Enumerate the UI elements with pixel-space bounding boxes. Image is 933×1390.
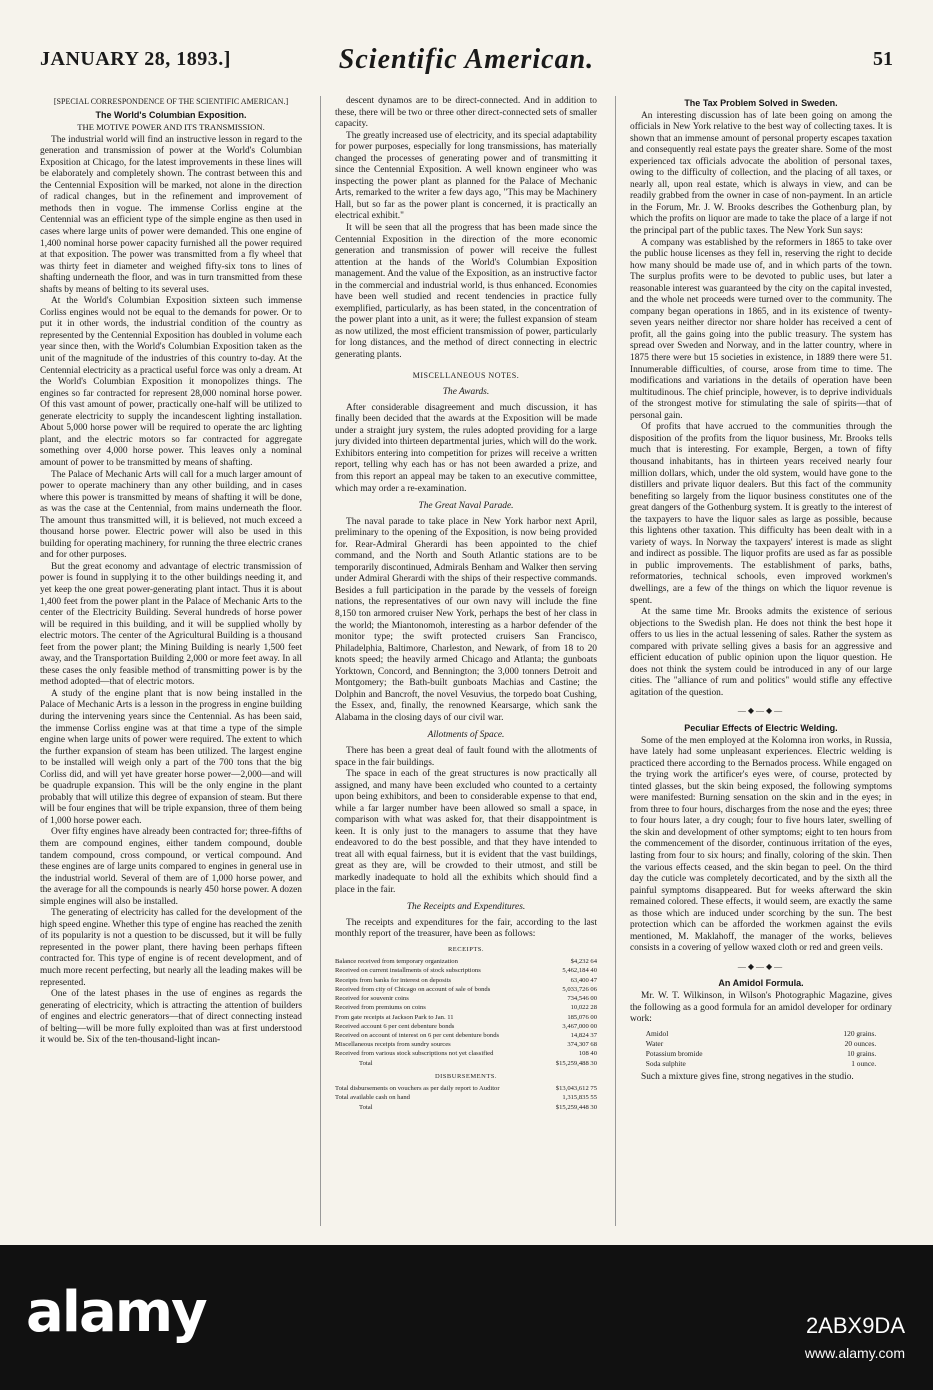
subsection-heading: Allotments of Space. <box>427 730 505 741</box>
image-id: 2ABX9DA <box>805 1313 905 1338</box>
table-row <box>335 976 597 985</box>
ornament-divider: —◆—◆— <box>737 961 785 971</box>
paragraph: The receipts and expenditures for the fair, according to the last monthly report of the treasurer, have been as follows: <box>335 917 597 940</box>
table-row <box>335 1013 597 1022</box>
paragraph: Of profits that have accrued to the communities through the disposition of the profits from the liquor business, Mr. Brooks tells much that is interesting. For example, Bergen, a town of fifty thousand inhabitants, has in thirteen years received nearly four million dollars, which, under the old system, would have gone to the distillers and private liquor dealers. But this fact of the community benefiting so largely from the liquor business constitutes one of the great dangers of the Gothenburg system. It is greatly to the interest of the taxpayers to have the liquor sales as large as possible, because this lightens other taxation. This difficulty has been dealt with in a variety of ways. In Norway the taxpayers' interest is made as slight and indirect as possible. The liquor profits are used as far as possible in public improvements. The establishment of parks, baths, reformatories, technical schools, even improved workmen's dwellings, are a few of the things on which the liquor revenue is spent. <box>630 422 892 606</box>
paragraph: Such a mixture gives fine, strong negatives in the studio. <box>641 1071 854 1082</box>
table-row <box>335 1031 597 1040</box>
total-amount: $15,259,448 30 <box>555 1103 597 1111</box>
watermark-url: www.alamy.com <box>804 1345 905 1361</box>
total-label: Total <box>359 1059 373 1067</box>
paragraph: The generating of electricity has called for the development of the high speed engine. Whether this type of engine has reached the zenith of its popularity is not a question to be discussed, but it will be fully represented in the power plant, there having been perhaps fifteen contracted for. This type of engine is of recent development, and of much more recent perfecting, but nearly all the leading makes will be represented. <box>40 908 302 988</box>
entry-amount: 3,467,000 00 <box>562 1022 597 1030</box>
article-headline: An Amidol Formula. <box>718 978 804 989</box>
issue-date: JANUARY 28, 1893.] <box>40 48 231 70</box>
paragraph: At the same time Mr. Brooks admits the existence of serious objections to the Swedish plan. He does not think the best hope it offers to us lies in the actual lessening of sales. Rather the system as compared with private selling gives a basis for an aggressive and efficient education of public opinion upon the liquor question. He does not think the system could be introduced in any of our large cities. The "alliance of rum and politics" would stifle any effective agitation of the question. <box>630 607 892 698</box>
paragraph: An interesting discussion has of late been going on among the officials in New York relative to the best way of collecting taxes. It is shown that an immense amount of personal property escapes taxation and consequently real estate pays the greater share. Some of the most experienced tax officials advocate the abolition of personal taxes, owing to the difficulty of collection, and the placing of all taxes, or nearly all, upon real estate, which is always in view, and can be readily grabbed from the owner in case of non-payment. In an article in the Forum, Mr. J. W. Brooks describes the Gothenburg plan, by which the profits on liquor are made to take the place of a large if not the principal part of the public taxes. The New York Sun says: <box>630 110 892 237</box>
paragraph: There has been a great deal of fault found with the allotments of space in the fair buildings. <box>335 745 597 768</box>
paragraph: It will be seen that all the progress that has been made since the Centennial Exposition in the direction of the more economic generation and transmission of power will receive the fullest attention at the hands of the World's Columbian Exposition management. And the value of the Exposition, as an instructive factor in the commercial and industrial world, is thus enhanced. Economies have been well studied and recent tendencies in practice fully exemplified, particularly, as has been stated, in the concentration of the power plant into a unit, as it were; the fullest expansion of steam as now utilized, the most efficient transmission of power, particularly for long distances, and the method of direct connecting in electric generating plants. <box>335 223 597 361</box>
table-row <box>335 994 597 1003</box>
column-3 <box>630 96 892 1231</box>
table-row <box>335 985 597 994</box>
total-label: Total <box>359 1103 373 1111</box>
ingredient: Potassium bromide <box>645 1048 703 1058</box>
entry-label: From gate receipts at Jackson Park to Jan. 11 <box>335 1013 454 1021</box>
paragraph: A study of the engine plant that is now being installed in the Palace of Mechanic Arts is a lesson in the progress in engine building during the intervening years since the Centennial. As has been said, the immense Corliss engine was at that time a type of the simple engine when large units of power were required. The extent to which the further expansion of steam has been utilized. The largest engine to be installed will weigh only a part of the 700 tons that the big Corliss did, and will yet have greater horse power—2,000—and will be quadruple expansion. This will be the only engine in the plant probably that will utilize this degree of expansion of steam. But there will be four engines that will be triple expansion, three of them being of 1,000 horse power each. <box>40 688 302 826</box>
table-row <box>335 1103 597 1112</box>
entry-amount: 63,400 47 <box>570 976 597 984</box>
subsection-heading: The Receipts and Expenditures. <box>406 902 526 913</box>
logo-text: alamy <box>26 1280 206 1345</box>
table-row <box>335 1022 597 1031</box>
paragraph: The greatly increased use of electricity, and its special adaptability for power purposes, especially for long transmissions, has materially changed the processes of generating power and of transmitting it since the Centennial Exposition. A well known engineer who was inspecting the power plant as planned for the Palace of Mechanic Arts, remarked to the writer a few days ago, "This may be Machinery Hall, but so far as the power plant is concerned, it is practically an electrical exhibit." <box>335 130 597 222</box>
paragraph: descent dynamos are to be direct-connected. And in addition to these, there will be two or three other direct-connected sets of smaller capacity. <box>335 96 597 130</box>
entry-amount: 5,462,184 40 <box>562 967 597 975</box>
entry-label: Total available cash on hand <box>335 1094 410 1102</box>
entry-label: Miscellaneous receipts from sundry sources <box>335 1041 451 1049</box>
table-heading: RECEIPTS. <box>447 945 485 953</box>
entry-amount: $4,232 64 <box>570 958 597 966</box>
paragraph: The naval parade to take place in New York harbor next April, preliminary to the opening of the Exposition, is now being provided for. Rear-Admiral Gherardi has been appointed to the chief command, and the North and South Atlantic stations are to be temporarily discontinued, Admirals Benham and Walker then serving under Admiral Gherardi with the ships of their respective commands. Besides a full participation in the parade by the vessels of foreign nations, the representatives of our own navy will include the fine 8,150 ton armored cruiser New York, perhaps the best of her class in the world; the Miantonomoh, interesting as a harbor defender of the monitor type; the swift protected cruisers San Francisco, Philadelphia, Baltimore, Charleston, and Newark, of from 18 to 20 knots speed; the heavily armed Chicago and Atlanta; the gunboats Yorktown, Concord, and Bennington; the 3,000 tonners Detroit and Montgomery; the Bath-built gunboats Machias and Castine; the Dolphin and Bancroft, the novel Vesuvius, the torpedo boat Cushing, the Essex, and, finally, the renowned Kearsarge, which sank the Alabama in the closing days of our civil war. <box>335 516 597 723</box>
section-heading: MISCELLANEOUS NOTES. <box>412 370 520 380</box>
entry-amount: 1,315,835 55 <box>562 1094 597 1102</box>
entry-label: Balance received from temporary organization <box>335 958 458 966</box>
publication-title: Scientific American. <box>338 44 595 75</box>
disbursements-table <box>335 1084 597 1112</box>
entry-amount: 10,022 28 <box>570 1004 597 1012</box>
entry-label: Received account 6 per cent debenture bonds <box>335 1022 455 1030</box>
masthead <box>40 44 893 76</box>
entry-amount: 14,824 37 <box>570 1031 597 1039</box>
table-row <box>335 966 597 975</box>
table-row <box>646 1049 877 1059</box>
quantity: 10 grains. <box>847 1048 877 1058</box>
table-row <box>646 1059 877 1069</box>
table-row <box>335 1084 597 1093</box>
article-subhead: THE MOTIVE POWER AND ITS TRANSMISSION. <box>77 122 265 133</box>
table-row <box>335 1093 597 1102</box>
table-heading: DISBURSEMENTS. <box>434 1072 498 1080</box>
paragraph: But the great economy and advantage of electric transmission of power is found in supplying it to the other buildings needing it, and yet keep the one great power-generating plant intact. Thus it is about 1,400 feet from the power plant in the Palace of Mechanic Arts to the center of the Electricity Building. Several hundreds of horse power will be required in this building, and it will be supplied wholly by electric motors. The center of the Agricultural Building is a thousand feet from the power plant; the Mining Building is nearly 1,500 feet away, and the Transportation Building 2,000 or more feet away. In all these cases the only feasible method of transmitting power is by the method adopted—that of electric motors. <box>40 561 302 688</box>
table-row <box>335 1040 597 1049</box>
table-row <box>335 957 597 966</box>
entry-amount: 374,307 68 <box>567 1041 597 1049</box>
entry-label: Received for souvenir coins <box>335 995 409 1003</box>
entry-label: Received on current installments of stock subscriptions <box>335 967 481 975</box>
paragraph: Over fifty engines have already been contracted for; three-fifths of them are compound engines, either tandem compound, double tandem compound, cross compound, or vertical compound. And these engines are of large units compared to engines in general use in the industrial world. Several of them are of 1,000 horse power, and the average for all the compounds is nearly 450 horse power. A dozen simple engines will also be installed. <box>40 827 302 907</box>
entry-amount: 185,076 00 <box>567 1013 597 1021</box>
correspondence-note: [SPECIAL CORRESPONDENCE OF THE SCIENTIFIC AMERICAN.] <box>53 97 289 106</box>
quantity: 120 grains. <box>843 1028 877 1038</box>
alamy-logo <box>26 1279 236 1349</box>
paragraph: Some of the men employed at the Kolomna iron works, in Russia, have lately had some unpleasant experiences. Electric welding is practiced there according to the Bernados process. While engaged on the trying work the artificer's eyes were, of course, protected by tinted glasses, but the skin being exposed, the following symptoms were manifested: Burning sensation on the skin and in the eyes; in from three to four hours, discharges from the nose and the eyes; three to four hours later, a dry cough; four to five hours later, swelling of the skin and development of other symptoms; eight to ten hours from the commencement of the disorder, continuous irritation of the eyes, lasting from four to six hours; and finally, coloring of the skin. Then the various effects ceased, and the skin began to peel. On the third day the cuticle was completely decorticated, and by the sixth all the painful symptoms disappeared. But for weeks afterward the skin remained colored. These effects, it would seem, are exactly the same as those which are induced under scorching by the sun. The best protection which can be afforded the workmen against the evils mentioned, M. Maklahoff, the manager of the works, believes consists in a covering of yellow waxed cloth or red and green veils. <box>630 735 892 954</box>
formula-table <box>646 1029 877 1069</box>
article-headline: The Tax Problem Solved in Sweden. <box>684 98 838 108</box>
column-divider <box>320 96 321 1226</box>
entry-amount: 734,546 00 <box>567 995 597 1003</box>
table-row <box>335 1059 597 1068</box>
quantity: 1 ounce. <box>851 1058 877 1068</box>
ingredient: Water <box>645 1038 664 1048</box>
column-divider <box>615 96 616 1226</box>
table-row <box>646 1039 877 1049</box>
table-row <box>335 1003 597 1012</box>
paragraph: The industrial world will find an instructive lesson in regard to the generation and transmission of power at the World's Columbian Exposition at Chicago, for the latest improvements in these lines will be elaborately and completely shown. The contrast between this and the Centennial Exposition will be marked, not alone in the direction of radical changes, but in the refinement and improvement of methods then in vogue. The immense Corliss engine at the Centennial was an efficient type of the simple engine as then used in cases where large units of power were demanded. This one engine of 1,400 nominal horse power capacity furnished all the power required at that exposition. The power was transmitted from a fly wheel that was thirty feet in diameter and weighed fifty-six tons to lines of shafting underneath the floor, and was in turn transmitted from these shafts by means of belting to its several uses. <box>40 134 302 295</box>
ornament-divider: —◆—◆— <box>737 706 785 716</box>
page-number: 51 <box>873 48 893 70</box>
entry-label: Received from various stock subscriptions not yet classified <box>335 1050 494 1058</box>
entry-amount: $13,043,612 75 <box>555 1085 597 1093</box>
entry-amount: 5,033,726 06 <box>562 985 597 993</box>
subsection-heading: The Great Naval Parade. <box>418 501 514 512</box>
paragraph: Mr. W. T. Wilkinson, in Wilson's Photographic Magazine, gives the following as a good formula for an amidol developer for ordinary work: <box>630 991 892 1025</box>
table-row <box>646 1029 877 1039</box>
entry-label: Received from city of Chicago on account of sale of bonds <box>335 985 491 993</box>
paragraph: The Palace of Mechanic Arts will call for a much larger amount of power to operate machinery than any other building, and in cases where this power is transmitted by means of shafting it will be done, as was the case at the Centennial, from mains underneath the floor. The amount thus transmitted will, it is believed, not much exceed a thousand horse power. Electric power will also be used in this building for operating machinery, for running the three electric cranes and for other purposes. <box>40 469 302 561</box>
column-1 <box>40 96 302 1231</box>
article-headline: Peculiar Effects of Electric Welding. <box>684 722 838 733</box>
entry-label: Receipts from banks for interest on deposits <box>335 976 452 984</box>
table-row <box>335 1049 597 1058</box>
entry-label: Total disbursements on vouchers as per daily report to Auditor <box>335 1085 500 1093</box>
receipts-table <box>335 957 597 1067</box>
column-2 <box>335 96 597 1231</box>
ingredient: Soda sulphite <box>645 1058 686 1068</box>
paragraph: After considerable disagreement and much discussion, it has finally been decided that the awards at the Exposition will be made under a straight jury system, the rules adopted providing for a large jury divided into thirteen departmental juries, which will do the work. Exhibitors entering into competition for prizes will receive a written report, telling why each has or has not been awarded a prize, and from this report an appeal may be taken to an executive committee, which may order a re-examination. <box>335 402 597 494</box>
paragraph: The space in each of the great structures is now practically all assigned, and many have been excluded who counted to a certainty upon being exhibitors, and been to considerable expense to that end, while a far larger number have been allowed so small a space, in comparison with what was asked for, that their disappointment is keen. It is only just to the managers to assume that they have endeavored to do the best possible, and that they have intended to treat all with equal fairness, but it is evident that the vast buildings, great as they are, will be crowded to their utmost, and still be markedly inadequate to hold all the exhibits which should find a place in the fair. <box>335 769 597 895</box>
subsection-heading: The Awards. <box>442 387 490 398</box>
entry-label: Received from premiums on coins <box>335 1004 426 1012</box>
ingredient: Amidol <box>645 1028 669 1038</box>
entry-label: Received on account of interest on 6 per cent debenture bonds <box>335 1031 500 1039</box>
paragraph: At the World's Columbian Exposition sixteen such immense Corliss engines would not be equal to the demands for power. Or to put it in other words, the industrial condition of the country as represented by the Centennial Exposition has doubled in volume each year since then, with the World's Columbian Exposition taken as the unit of the magnitude of the industries of this country to-day. At the Centennial electricity as a practical useful force was only a dream. At the World's Columbian Exposition it monopolizes things. The engines so far contracted for represent 28,000 nominal horse power. Of this vast amount of power, practically one-half will be utilized to generate electricity to supply the incandescent lighting installation. About 5,000 horse power will be required to operate the arc lighting plant, and the electric motors so far contracted for aggregate something over 4,000 horse power. This leaves only a nominal amount of power to be transmitted by means of shafting. <box>40 296 302 468</box>
article-headline: The World's Columbian Exposition. <box>95 109 247 120</box>
watermark-banner <box>0 1245 933 1390</box>
total-amount: $15,259,488 30 <box>555 1059 597 1067</box>
quantity: 20 ounces. <box>844 1038 877 1048</box>
entry-amount: 108 40 <box>578 1050 597 1058</box>
paragraph: A company was established by the reformers in 1865 to take over the public house licenses as they fell in, reserving the right to decide how many should be made use of, and in which parts of the town. The surplus profits were to be devoted to public uses, but later a reasonable interest was guaranteed by the city on the capital invested, and the whole net proceeds were turned over to the community. The company began operations in 1865, and in its existence of twenty-seven years neither director nor share holder has received a cent of profit, all the gains going into the public treasury. The system has spread over Sweden and Norway, and in the latter country, where in 1875 there were but 15 societies in existence, in 1889 there were 51. Innumerable difficulties, of course, arose from time to time. The modifications and variations in the details of operation have been multitudinous. The chief principle, however, is to deprive individuals of the strongest motive for stimulating the sale of spirits—that of personal gain. <box>630 237 892 421</box>
paragraph: One of the latest phases in the use of engines as regards the generating of electricity, which is attracting the attention of builders of engines and electric generators—that of direct connecting instead of belting—will be more fully exploited than was at first understood it would be. Six of the ten-thousand-light incan- <box>40 989 302 1046</box>
